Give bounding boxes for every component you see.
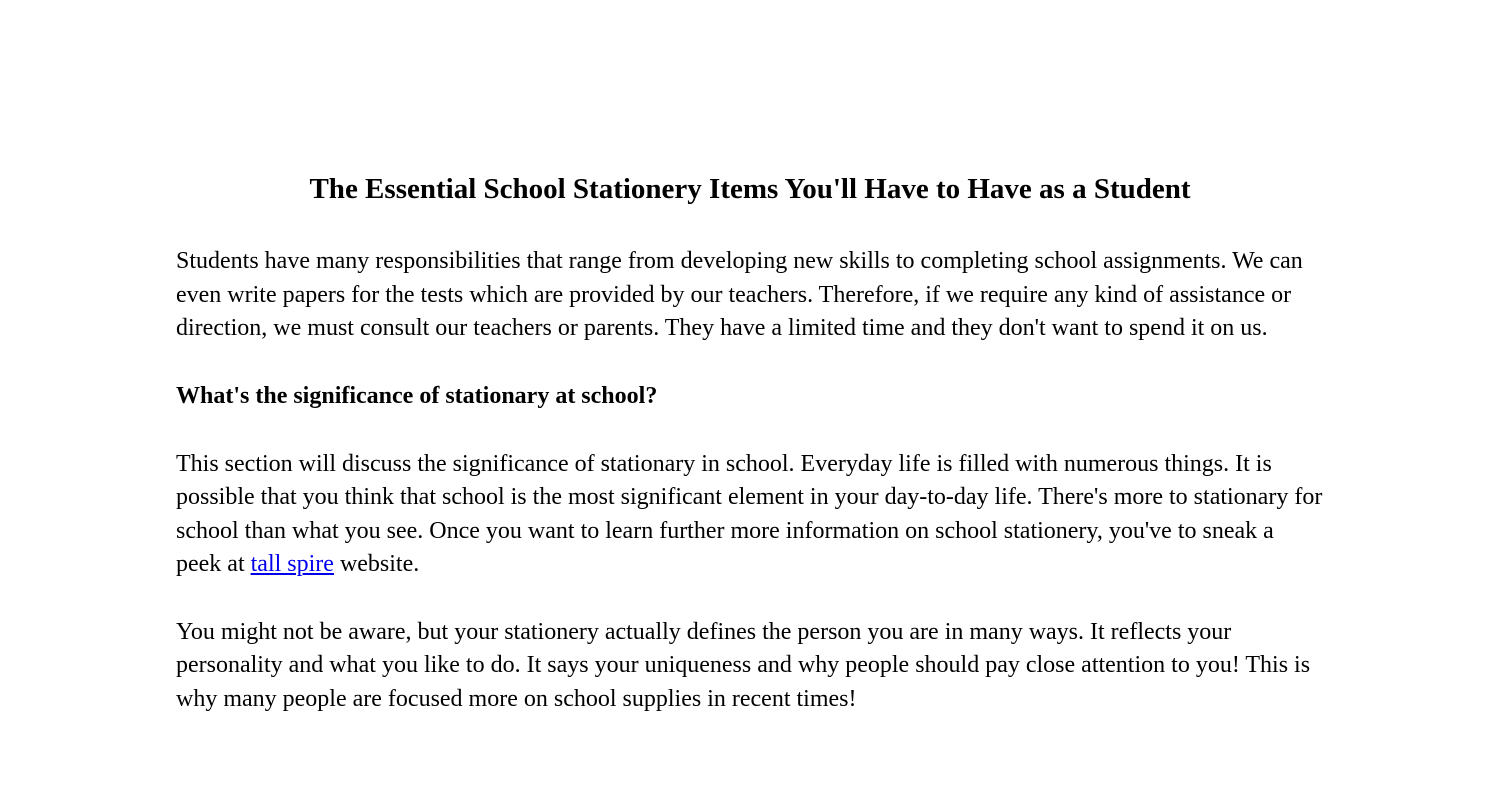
intro-paragraph: Students have many responsibilities that range from developing new skills to completing school assignments. We can even write papers for the tests which are provided by our teachers. Therefore, if we require any kind of assistance or direction, we must consult our teachers or parents. They have a limited time and they don't want to spend it on us. (176, 248, 1303, 342)
section-paragraph-text-after-link: website. (333, 551, 420, 578)
section-heading: What's the significance of stationary at school? (176, 382, 658, 409)
section-paragraph (176, 448, 1324, 582)
page-title: The Essential School Stationery Items You'll Have to Have as a Student (309, 173, 1191, 205)
section-paragraph-text-before-link: This section will discuss the significance of stationary in school. Everyday life is filled with numerous things. It is possible that you think that school is the most significant element in your day-to-day life. There's more to stationary for school than what you see. Once you want to learn further more information on school stationery, you've to sneak a peek at (176, 450, 1323, 578)
article-content (176, 0, 1324, 717)
tall-spire-link[interactable]: tall spire (250, 551, 334, 578)
closing-paragraph: You might not be aware, but your stationery actually defines the person you are in many ways. It reflects your personality and what you like to do. It says your uniqueness and why people should pay close attention to you! This is why many people are focused more on school supplies in recent times! (176, 618, 1311, 713)
